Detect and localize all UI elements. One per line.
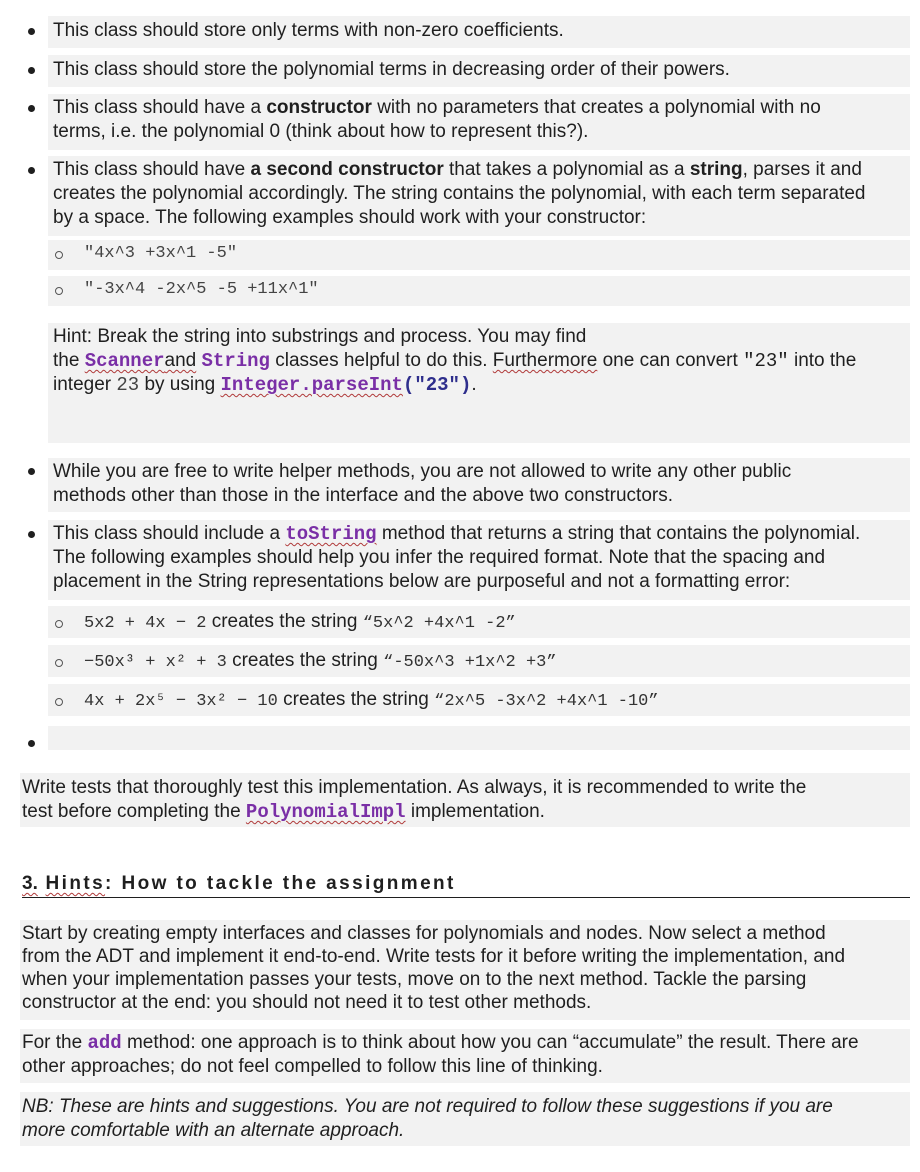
b5-line1: While you are free to write helper methods, you are not allowed to write any other public <box>53 461 792 482</box>
ex1-text: creates the string <box>206 611 363 632</box>
bullet-constructor-line2: terms, i.e. the polynomial 0 (think about how to represent this?). <box>53 121 589 142</box>
bullet-helper-methods <box>53 460 791 508</box>
constructor-bold: constructor <box>266 97 372 118</box>
parseint-arg: ("23") <box>402 374 472 396</box>
hint-the: the <box>53 350 85 371</box>
b5-line2: methods other than those in the interface and the above two constructors. <box>53 485 673 506</box>
polynomialimpl-class: PolynomialImpl <box>245 801 406 823</box>
hint-period: . <box>471 374 477 395</box>
tests-post2: implementation. <box>405 801 545 822</box>
b6-line3: placement in the String representations below are purposeful and not a formatting error: <box>53 571 791 592</box>
hint-byusing: by using <box>139 374 221 395</box>
section-hints: Hints <box>45 873 106 894</box>
para3-line1: NB: These are hints and suggestions. You are not required to follow these suggestions if you are <box>22 1096 833 1117</box>
hint-block <box>53 325 856 397</box>
scanner-class: Scanner <box>84 350 165 372</box>
parseint-method: Integer.parseInt <box>220 374 403 396</box>
bullet-dot <box>28 468 35 475</box>
bullet-tostring <box>53 522 860 594</box>
b4-pre: This class should have <box>53 159 251 180</box>
ex3-text: creates the string <box>277 689 435 710</box>
b4-post: , parses it and <box>742 159 862 180</box>
para2-pre: For the <box>22 1032 88 1053</box>
sub-bullet-circle <box>55 659 63 667</box>
hint-classes: classes helpful to do this. <box>269 350 493 371</box>
start-paragraph <box>22 922 845 1014</box>
nb-paragraph <box>22 1095 833 1143</box>
b4-line3: by a space. The following examples should work with your constructor: <box>53 207 647 228</box>
constructor-example-1: "4x^3 +3x^1 -5" <box>84 244 238 263</box>
bullet-dot <box>28 28 35 35</box>
string-bold: string <box>689 159 743 180</box>
ex3-math: 4x + 2x⁵ − 3x² − 10 <box>84 692 278 711</box>
b6-pre: This class should include a <box>53 523 286 544</box>
b4-mid: that takes a polynomial as a <box>443 159 690 180</box>
bullet-second-constructor <box>53 158 866 230</box>
section-number: 3. <box>22 873 38 894</box>
hint-into: into the <box>788 350 857 371</box>
add-method-paragraph <box>22 1031 859 1079</box>
bullet-nonzero-coefficients: This class should store only terms with non-zero coefficients. <box>53 20 564 41</box>
para2-post: method: one approach is to think about how you can “accumulate” the result. There are <box>121 1032 859 1053</box>
ex1-math: 5x2 + 4x − 2 <box>84 614 207 633</box>
ex2-string: “-50x^3 +1x^2 +3” <box>383 653 557 672</box>
tests-line1: Write tests that thoroughly test this implementation. As always, it is recommended to write the <box>22 777 807 798</box>
bullet-dot <box>28 531 35 538</box>
b6-line2: The following examples should help you infer the required format. Note that the spacing and <box>53 547 826 568</box>
hint-literal-23: "23" <box>743 350 789 372</box>
hint-integer: integer <box>53 374 117 395</box>
hint-number-23: 23 <box>116 374 140 396</box>
constructor-example-2: "-3x^4 -2x^5 -5 +11x^1" <box>84 280 319 299</box>
bullet-constructor-pre: This class should have a <box>53 97 267 118</box>
bullet-dot <box>28 740 35 747</box>
para1-line2: from the ADT and implement it end-to-end. Write tests for it before writing the implementation, and <box>22 946 846 967</box>
second-constructor-bold: a second constructor <box>250 159 444 180</box>
ex2-math: −50x³ + x² + 3 <box>84 653 227 672</box>
para3-line2: more comfortable with an alternate approach. <box>22 1120 405 1141</box>
tests-pre2: test before completing the <box>22 801 246 822</box>
b6-post: method that returns a string that contains the polynomial. <box>376 523 861 544</box>
tostring-example-3 <box>84 688 659 714</box>
tests-paragraph <box>22 776 806 824</box>
ex1-string: “5x^2 +4x^1 -2” <box>362 614 516 633</box>
hint-furthermore: Furthermore <box>492 350 598 371</box>
hint-and: and <box>164 350 197 371</box>
b4-line2: creates the polynomial accordingly. The string contains the polynomial, with each term separated <box>53 183 866 204</box>
tostring-example-1 <box>84 610 516 636</box>
sub-bullet-circle <box>55 620 63 628</box>
hint-line1: Hint: Break the string into substrings and process. You may find <box>53 326 587 347</box>
para1-line3: when your implementation passes your tests, move on to the next method. Tackle the parsing <box>22 969 807 990</box>
section-3-heading <box>22 873 910 898</box>
bg-empty-bullet <box>48 726 910 750</box>
sub-bullet-circle <box>55 698 63 706</box>
section-title-rest: : How to tackle the assignment <box>105 873 456 894</box>
ex3-string: “2x^5 -3x^2 +4x^1 -10” <box>434 692 659 711</box>
tostring-example-2 <box>84 649 557 675</box>
add-method: add <box>87 1032 122 1054</box>
bullet-constructor <box>53 96 821 144</box>
bullet-dot <box>28 105 35 112</box>
hint-convert: one can convert <box>597 350 744 371</box>
sub-bullet-circle <box>55 287 63 295</box>
sub-bullet-circle <box>55 251 63 259</box>
bullet-dot <box>28 167 35 174</box>
para1-line4: constructor at the end: you should not need it to test other methods. <box>22 992 592 1013</box>
tostring-method: toString <box>285 523 377 545</box>
bullet-dot <box>28 67 35 74</box>
bullet-decreasing-order: This class should store the polynomial terms in decreasing order of their powers. <box>53 59 730 80</box>
para1-line1: Start by creating empty interfaces and classes for polynomials and nodes. Now select a method <box>22 923 826 944</box>
ex2-text: creates the string <box>226 650 384 671</box>
string-class: String <box>201 350 270 372</box>
bullet-constructor-post: with no parameters that creates a polynomial with no <box>371 97 821 118</box>
para2-line2: other approaches; do not feel compelled to follow this line of thinking. <box>22 1056 603 1077</box>
